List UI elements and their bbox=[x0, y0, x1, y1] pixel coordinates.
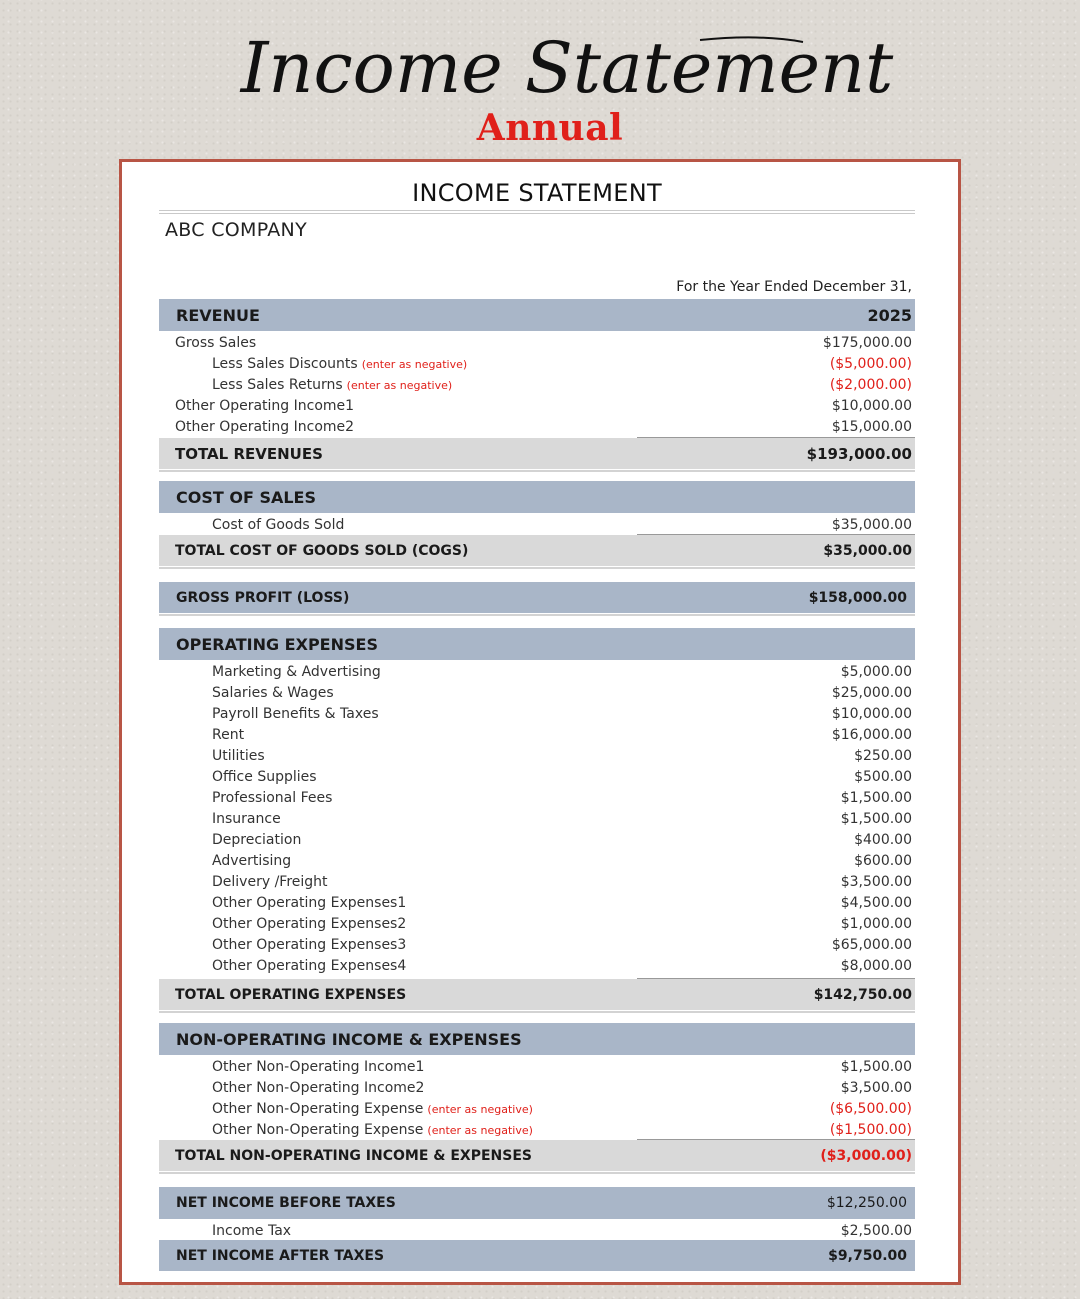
revenue-header bbox=[159, 299, 915, 331]
line-label: Other Non-Operating Expense bbox=[212, 1100, 424, 1117]
line-label: Other Operating Expenses1 bbox=[212, 894, 407, 911]
list-item bbox=[159, 514, 915, 535]
doc-title: INCOME STATEMENT bbox=[412, 179, 662, 207]
line-label: Cost of Goods Sold bbox=[212, 516, 345, 533]
line-label: Marketing & Advertising bbox=[212, 663, 381, 680]
line-value: $25,000.00 bbox=[831, 684, 912, 701]
line-value: $600.00 bbox=[854, 852, 912, 869]
cost-of-sales-header bbox=[159, 481, 915, 513]
line-label: Salaries & Wages bbox=[212, 684, 334, 701]
divider bbox=[159, 614, 915, 616]
total-value: ($3,000.00) bbox=[820, 1147, 912, 1164]
list-item bbox=[159, 724, 915, 745]
net-income-before-taxes-label: NET INCOME BEFORE TAXES bbox=[176, 1195, 396, 1211]
list-item bbox=[159, 682, 915, 703]
line-label: Income Tax bbox=[212, 1222, 292, 1239]
net-income-before-taxes-value: $12,250.00 bbox=[826, 1195, 907, 1211]
line-value: $250.00 bbox=[854, 747, 912, 764]
line-value: ($2,000.00) bbox=[829, 376, 912, 393]
line-value: $2,500.00 bbox=[840, 1222, 912, 1239]
line-label: Other Non-Operating Expense bbox=[212, 1121, 424, 1138]
list-item bbox=[159, 766, 915, 787]
total-value: $193,000.00 bbox=[806, 444, 912, 463]
line-label: Delivery /Freight bbox=[212, 873, 328, 890]
list-item bbox=[159, 745, 915, 766]
line-value: $1,500.00 bbox=[840, 810, 912, 827]
line-label: Advertising bbox=[212, 852, 292, 869]
title-rule bbox=[159, 210, 915, 211]
divider bbox=[159, 567, 915, 569]
list-item bbox=[159, 661, 915, 682]
line-value: $175,000.00 bbox=[822, 334, 912, 351]
line-value: $35,000.00 bbox=[831, 516, 912, 533]
period-label: For the Year Ended December 31, bbox=[676, 279, 912, 295]
list-item bbox=[159, 808, 915, 829]
list-item bbox=[159, 787, 915, 808]
net-income-after-taxes-row bbox=[159, 1240, 915, 1271]
gross-profit-row bbox=[159, 582, 915, 613]
line-label: Gross Sales bbox=[175, 334, 257, 351]
list-item bbox=[159, 934, 915, 955]
line-label: Less Sales Discounts bbox=[212, 355, 358, 372]
divider bbox=[159, 1011, 915, 1013]
line-label: Rent bbox=[212, 726, 245, 743]
revenue-list bbox=[159, 332, 915, 437]
line-label: Payroll Benefits & Taxes bbox=[212, 705, 379, 722]
line-label: Other Operating Income1 bbox=[175, 397, 355, 414]
list-item bbox=[159, 1098, 915, 1119]
line-value: $4,500.00 bbox=[840, 894, 912, 911]
line-value: $65,000.00 bbox=[831, 936, 912, 953]
list-item bbox=[159, 332, 915, 353]
line-label: Other Operating Income2 bbox=[175, 418, 355, 435]
line-value: $10,000.00 bbox=[831, 705, 912, 722]
total-label: TOTAL NON-OPERATING INCOME & EXPENSES bbox=[175, 1147, 532, 1164]
line-note: (enter as negative) bbox=[361, 357, 468, 371]
cost-of-sales-heading: COST OF SALES bbox=[176, 487, 317, 507]
list-item bbox=[159, 829, 915, 850]
line-label: Insurance bbox=[212, 810, 281, 827]
list-item bbox=[159, 1220, 915, 1241]
line-value: $3,500.00 bbox=[840, 1079, 912, 1096]
income-tax-list bbox=[159, 1220, 915, 1241]
operating-expenses-heading: OPERATING EXPENSES bbox=[176, 634, 378, 654]
line-label: Less Sales Returns bbox=[212, 376, 343, 393]
line-value: $1,500.00 bbox=[840, 789, 912, 806]
total-label: TOTAL COST OF GOODS SOLD (COGS) bbox=[175, 542, 469, 559]
total-label: TOTAL REVENUES bbox=[175, 444, 323, 463]
list-item bbox=[159, 703, 915, 724]
non-operating-heading: NON-OPERATING INCOME & EXPENSES bbox=[176, 1029, 522, 1049]
divider bbox=[159, 470, 915, 472]
line-note: (enter as negative) bbox=[346, 378, 453, 392]
list-item bbox=[159, 353, 915, 374]
line-label: Other Operating Expenses4 bbox=[212, 957, 407, 974]
line-label: Depreciation bbox=[212, 831, 302, 848]
statement-sheet bbox=[119, 159, 961, 1285]
operating-expenses-list bbox=[159, 661, 915, 976]
list-item bbox=[159, 416, 915, 437]
line-note: (enter as negative) bbox=[427, 1102, 533, 1116]
line-value: ($1,500.00) bbox=[829, 1121, 912, 1138]
list-item bbox=[159, 1077, 915, 1098]
script-title-text: Income Statement bbox=[240, 27, 894, 109]
operating-expenses-header bbox=[159, 628, 915, 660]
line-value: $15,000.00 bbox=[831, 418, 912, 435]
line-label: Other Non-Operating Income1 bbox=[212, 1058, 425, 1075]
list-item bbox=[159, 395, 915, 416]
company-name: ABC COMPANY bbox=[165, 219, 307, 241]
list-item bbox=[159, 850, 915, 871]
year-label: 2025 bbox=[867, 305, 912, 325]
line-value: $16,000.00 bbox=[831, 726, 912, 743]
line-value: ($6,500.00) bbox=[829, 1100, 912, 1117]
line-label: Professional Fees bbox=[212, 789, 333, 806]
list-item bbox=[159, 1119, 915, 1140]
line-label: Other Non-Operating Income2 bbox=[212, 1079, 425, 1096]
list-item bbox=[159, 892, 915, 913]
cost-of-sales-list bbox=[159, 514, 915, 535]
line-value: $8,000.00 bbox=[840, 957, 912, 974]
line-label: Office Supplies bbox=[212, 768, 317, 785]
net-income-after-taxes-label: NET INCOME AFTER TAXES bbox=[176, 1247, 385, 1264]
line-value: $500.00 bbox=[854, 768, 912, 785]
total-cogs-row bbox=[159, 535, 915, 566]
line-value: $10,000.00 bbox=[831, 397, 912, 414]
line-label: Other Operating Expenses3 bbox=[212, 936, 407, 953]
list-item bbox=[159, 871, 915, 892]
total-value: $35,000.00 bbox=[823, 542, 912, 559]
gross-profit-label: GROSS PROFIT (LOSS) bbox=[176, 589, 350, 606]
total-value: $142,750.00 bbox=[813, 986, 912, 1003]
list-item bbox=[159, 374, 915, 395]
list-item bbox=[159, 913, 915, 934]
non-operating-list bbox=[159, 1056, 915, 1140]
list-item bbox=[159, 1056, 915, 1077]
line-value: $1,000.00 bbox=[840, 915, 912, 932]
divider bbox=[159, 1172, 915, 1174]
total-revenues-row bbox=[159, 438, 915, 469]
net-income-after-taxes-value: $9,750.00 bbox=[828, 1247, 907, 1264]
list-item bbox=[159, 955, 915, 976]
line-value: $3,500.00 bbox=[840, 873, 912, 890]
line-value: ($5,000.00) bbox=[829, 355, 912, 372]
non-operating-header bbox=[159, 1023, 915, 1055]
line-label: Other Operating Expenses2 bbox=[212, 915, 407, 932]
gross-profit-value: $158,000.00 bbox=[808, 589, 907, 606]
total-operating-expenses-row bbox=[159, 979, 915, 1010]
total-non-operating-row bbox=[159, 1140, 915, 1171]
line-label: Utilities bbox=[212, 747, 265, 764]
line-value: $5,000.00 bbox=[840, 663, 912, 680]
subtitle: Annual bbox=[476, 107, 624, 149]
line-value: $1,500.00 bbox=[840, 1058, 912, 1075]
net-income-before-taxes-row bbox=[159, 1187, 915, 1219]
total-label: TOTAL OPERATING EXPENSES bbox=[175, 986, 407, 1003]
title-rule-2 bbox=[159, 213, 915, 214]
line-value: $400.00 bbox=[854, 831, 912, 848]
revenue-heading: REVENUE bbox=[176, 305, 260, 325]
line-note: (enter as negative) bbox=[427, 1123, 533, 1137]
